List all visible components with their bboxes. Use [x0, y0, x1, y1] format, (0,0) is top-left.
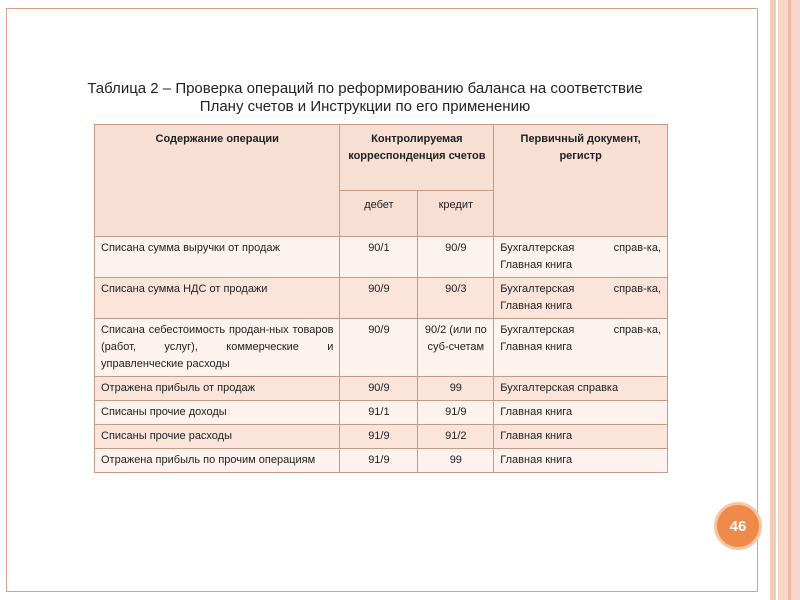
cell-debit: 90/9	[340, 278, 418, 319]
cell-credit: 90/2 (или по суб-счетам	[418, 319, 494, 377]
slide-title-line1: Таблица 2 – Проверка операций по реформированию баланса на соответствие	[87, 80, 643, 97]
header-correspondence: Контролируемая корреспонденция счетов	[340, 125, 494, 191]
cell-debit: 90/1	[340, 237, 418, 278]
header-document: Первичный документ, регистр	[494, 125, 668, 237]
cell-credit: 90/9	[418, 237, 494, 278]
slide-title-line2: Плану счетов и Инструкции по его применению	[199, 98, 531, 115]
page-number-badge: 46	[714, 502, 762, 550]
cell-operation: Списана сумма выручки от продаж	[95, 237, 340, 278]
cell-document: Бухгалтерская справка	[494, 377, 668, 401]
cell-debit: 90/9	[340, 319, 418, 377]
table-row	[95, 319, 668, 377]
table-row	[95, 425, 668, 449]
cell-operation: Списана сумма НДС от продажи	[95, 278, 340, 319]
table-header-row	[95, 125, 668, 191]
cell-document: Главная книга	[494, 449, 668, 473]
cell-operation: Списана себестоимость продан-ных товаров (работ, услуг), коммерческие и управленческие расходы	[95, 319, 340, 377]
table-row	[95, 278, 668, 319]
table-row	[95, 237, 668, 278]
table-row	[95, 449, 668, 473]
table-row	[95, 377, 668, 401]
cell-document: Главная книга	[494, 401, 668, 425]
header-content: Содержание операции	[95, 125, 340, 237]
cell-credit: 91/9	[418, 401, 494, 425]
slide-title	[60, 80, 670, 116]
cell-debit: 91/1	[340, 401, 418, 425]
cell-document: Бухгалтерская справ-ка, Главная книга	[494, 278, 668, 319]
cell-operation: Списаны прочие расходы	[95, 425, 340, 449]
decor-stripe-thin	[770, 0, 776, 600]
cell-operation: Отражена прибыль по прочим операциям	[95, 449, 340, 473]
cell-debit: 91/9	[340, 449, 418, 473]
cell-credit: 91/2	[418, 425, 494, 449]
cell-document: Бухгалтерская справ-ка, Главная книга	[494, 319, 668, 377]
cell-credit: 99	[418, 377, 494, 401]
cell-operation: Списаны прочие доходы	[95, 401, 340, 425]
header-credit: кредит	[418, 191, 494, 237]
table-row	[95, 401, 668, 425]
cell-credit: 90/3	[418, 278, 494, 319]
cell-document: Бухгалтерская справ-ка, Главная книга	[494, 237, 668, 278]
decor-stripe-inner	[788, 0, 791, 600]
cell-document: Главная книга	[494, 425, 668, 449]
operations-table	[94, 124, 668, 473]
cell-operation: Отражена прибыль от продаж	[95, 377, 340, 401]
cell-credit: 99	[418, 449, 494, 473]
cell-debit: 90/9	[340, 377, 418, 401]
header-debit: дебет	[340, 191, 418, 237]
cell-debit: 91/9	[340, 425, 418, 449]
